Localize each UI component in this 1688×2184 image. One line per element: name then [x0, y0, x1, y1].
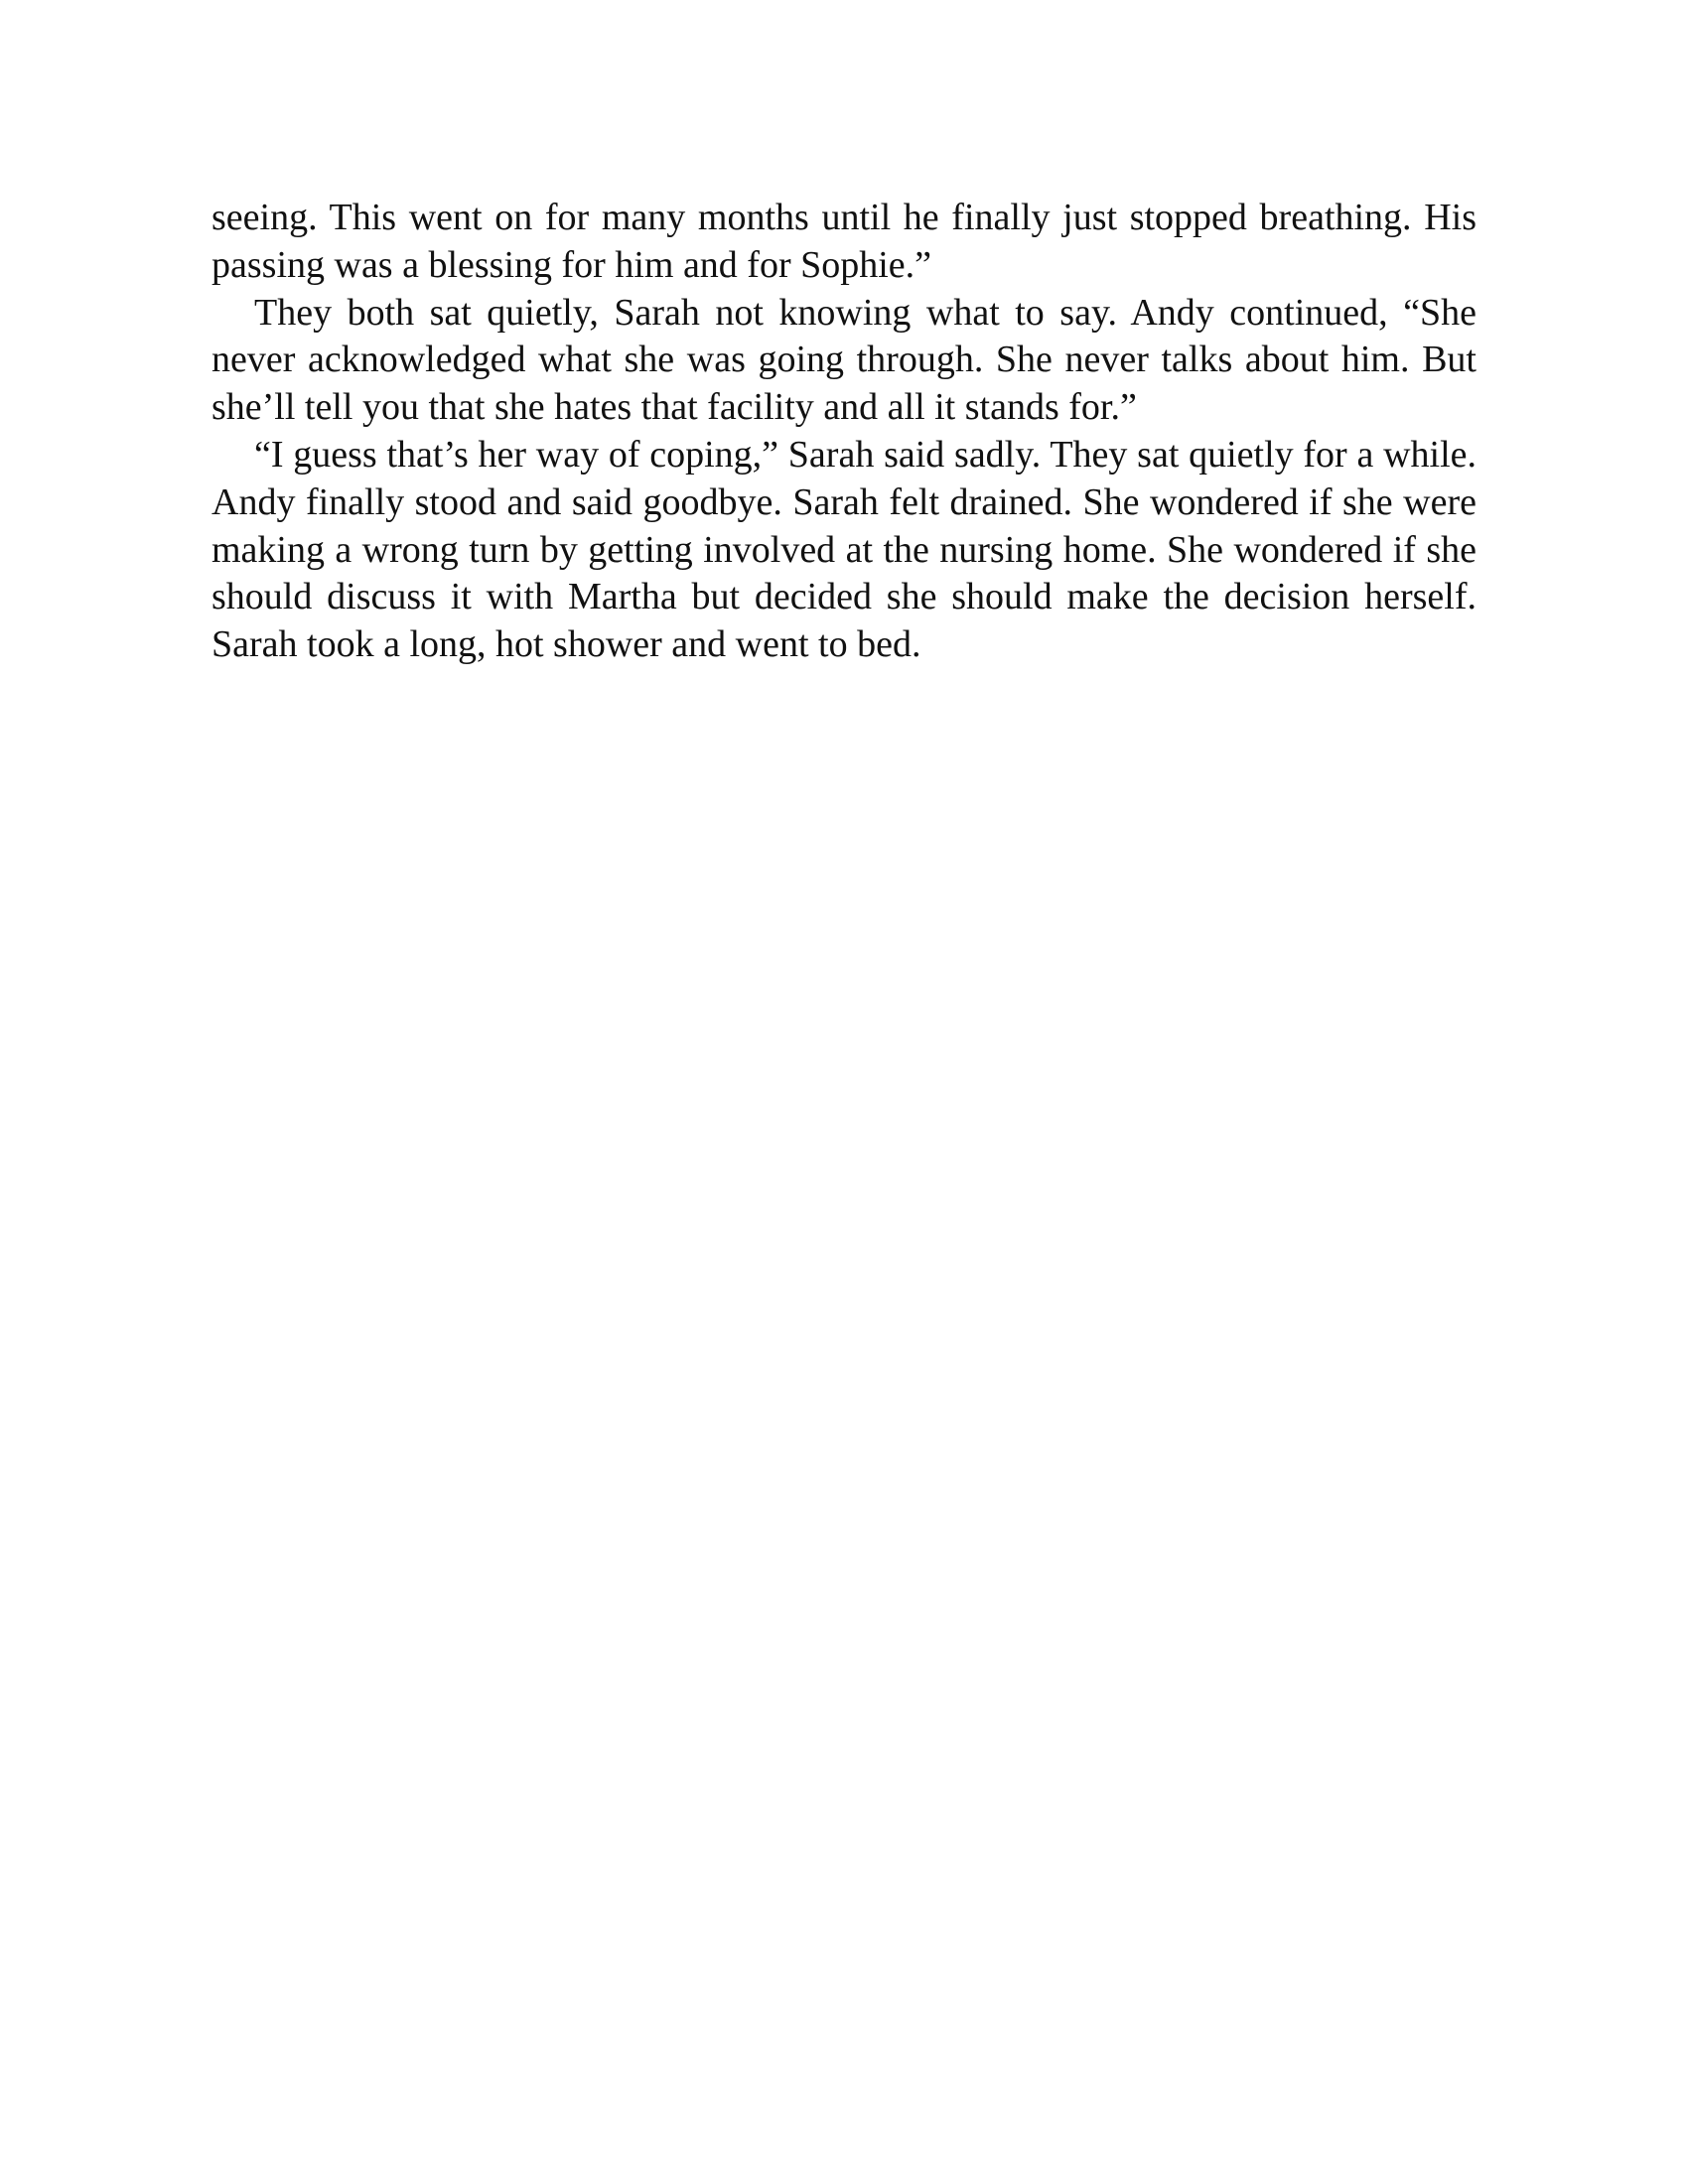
paragraph-3: “I guess that’s her way of coping,” Sarah said sadly. They sat quietly for a while. Andy finally stood and said goodbye. Sarah felt drained. She wondered if she were making a wrong turn by getting involved at the nursing home. She wondered if she should discuss it with Martha but decided she should make the decision herself. Sarah took a long, hot shower and went to bed.	[211, 433, 1477, 666]
paragraph-2: They both sat quietly, Sarah not knowing what to say. Andy continued, “She never acknowledged what she was going through. She never talks about him. But she’ll tell you that she hates that facility and all it stands for.”	[211, 291, 1477, 429]
paragraph-1: seeing. This went on for many months until he finally just stopped breathing. His passing was a blessing for him and for Sophie.”	[211, 197, 1477, 286]
body-text	[211, 195, 1477, 669]
